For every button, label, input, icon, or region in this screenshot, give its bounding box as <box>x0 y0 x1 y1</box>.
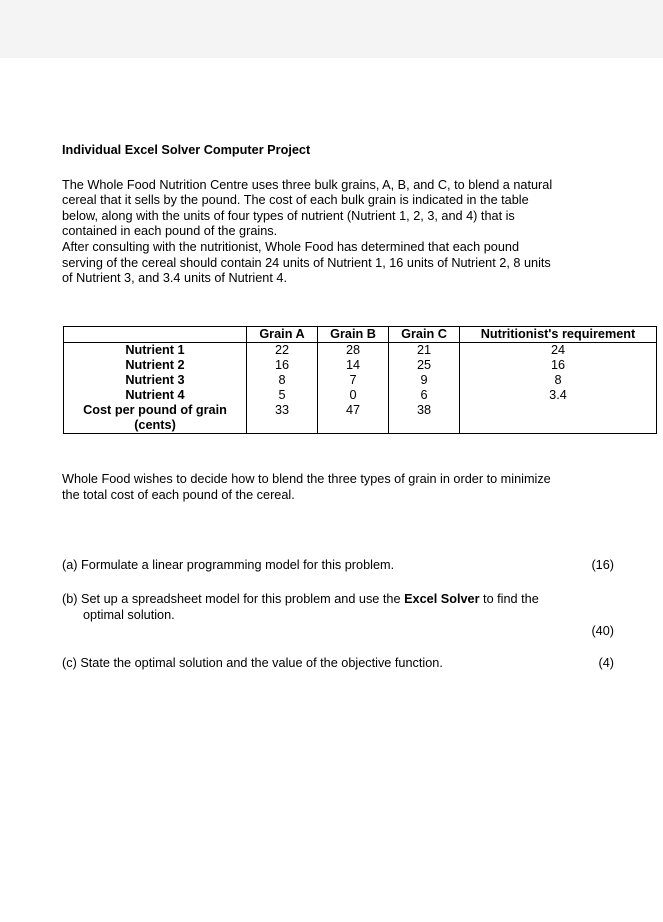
table-cell: 8 <box>247 373 318 388</box>
table-row <box>64 358 657 373</box>
question-marks: (16) <box>591 558 614 572</box>
conclusion-line: Whole Food wishes to decide how to blend the three types of grain in order to minimize <box>62 472 551 486</box>
table-cell: 33 <box>247 403 318 434</box>
row-label-cost <box>64 403 247 434</box>
table-cell: 16 <box>460 358 657 373</box>
table-header-cell: Grain C <box>389 327 460 343</box>
conclusion-paragraph <box>62 472 622 503</box>
question-text: (c) State the optimal solution and the value of the objective function. <box>62 656 443 670</box>
table-header-cell: Nutritionist's requirement <box>460 327 657 343</box>
row-label: Nutrient 3 <box>64 373 247 388</box>
row-label: Nutrient 4 <box>64 388 247 403</box>
table-row-cost <box>64 403 657 434</box>
table-cell: 14 <box>318 358 389 373</box>
table-row <box>64 373 657 388</box>
table-row <box>64 388 657 403</box>
grain-nutrient-table <box>63 326 657 434</box>
table-header-cell: Grain A <box>247 327 318 343</box>
intro-line: contained in each pound of the grains. <box>62 224 278 239</box>
table-cell: 8 <box>460 373 657 388</box>
table-cell: 47 <box>318 403 389 434</box>
question-marks: (40) <box>591 624 614 638</box>
question-a <box>62 558 614 574</box>
top-margin-band <box>0 0 663 58</box>
table-cell: 0 <box>318 388 389 403</box>
question-text-part: to find the optimal solution. <box>83 592 539 622</box>
table-cell: 16 <box>247 358 318 373</box>
question-text <box>62 592 614 623</box>
question-b <box>62 592 614 644</box>
table-cell: 38 <box>389 403 460 434</box>
table-cell <box>460 403 657 434</box>
page-title: Individual Excel Solver Computer Project <box>62 143 311 157</box>
intro-line: serving of the cereal should contain 24 units of Nutrient 1, 16 units of Nutrient 2, 8 units <box>62 255 551 270</box>
table-row <box>64 343 657 359</box>
table-cell: 3.4 <box>460 388 657 403</box>
table-cell: 25 <box>389 358 460 373</box>
question-text: (a) Formulate a linear programming model for this problem. <box>62 558 395 572</box>
excel-solver-emphasis: Excel Solver <box>404 592 480 606</box>
cost-label-line: Cost per pound of grain <box>83 403 227 417</box>
table-cell: 6 <box>389 388 460 403</box>
table-cell: 24 <box>460 343 657 359</box>
row-label: Nutrient 1 <box>64 343 247 359</box>
table-cell: 7 <box>318 373 389 388</box>
intro-line: After consulting with the nutritionist, Whole Food has determined that each pound <box>62 239 520 254</box>
table-header-cell: Grain B <box>318 327 389 343</box>
question-c <box>62 656 614 672</box>
intro-line: cereal that it sells by the pound. The cost of each bulk grain is indicated in the table <box>62 193 529 208</box>
question-text-part: (b) Set up a spreadsheet model for this problem and use the <box>62 592 405 606</box>
conclusion-line: the total cost of each pound of the cereal. <box>62 487 295 502</box>
intro-line: below, along with the units of four types of nutrient (Nutrient 1, 2, 3, and 4) that is <box>62 208 515 223</box>
intro-line: of Nutrient 3, and 3.4 units of Nutrient 4. <box>62 271 287 286</box>
intro-paragraph <box>62 178 622 287</box>
cost-label-line: (cents) <box>134 418 176 432</box>
intro-line: The Whole Food Nutrition Centre uses three bulk grains, A, B, and C, to blend a natural <box>62 177 553 192</box>
table-cell: 22 <box>247 343 318 359</box>
question-marks: (4) <box>598 656 614 670</box>
table-cell: 21 <box>389 343 460 359</box>
table-cell: 9 <box>389 373 460 388</box>
row-label: Nutrient 2 <box>64 358 247 373</box>
table-cell: 5 <box>247 388 318 403</box>
table-cell: 28 <box>318 343 389 359</box>
document-body <box>62 143 622 287</box>
table-header-row <box>64 327 657 343</box>
table-header-cell <box>64 327 247 343</box>
